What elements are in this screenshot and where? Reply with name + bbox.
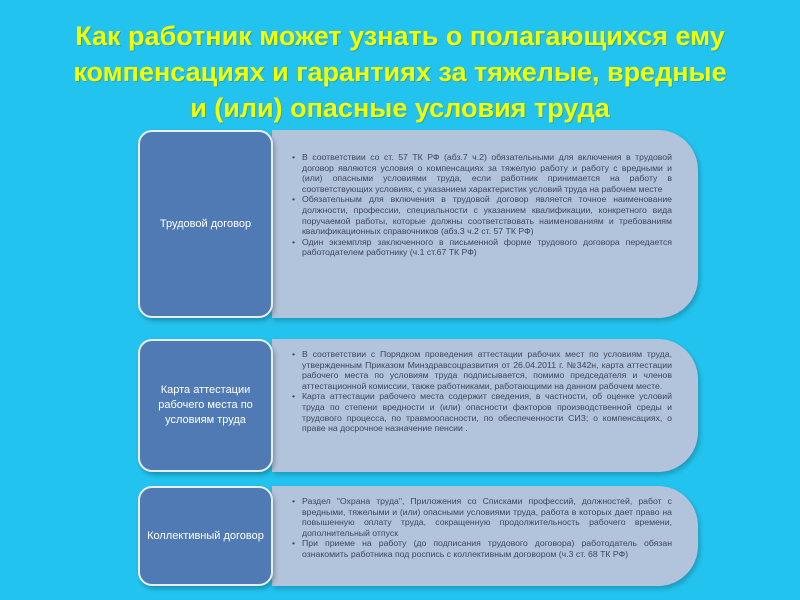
bullet-list xyxy=(290,496,672,560)
title-line: Как работник может узнать о полагающихся ему xyxy=(75,21,725,51)
title-line: компенсациях и гарантиях за тяжелые, вредные xyxy=(73,57,727,87)
list-item: • Обязательным для включения в трудовой договор является точное наименование должности, профессии, специальности с указанием квалификации, конкретного вида поручаемой работы, которые должны соответствовать наименованиям и требованиям квалификационных справочников (абз.3 ч.2 ст. 57 ТК РФ) xyxy=(302,194,672,236)
row-label-text: Карта аттестации рабочего места по условиям труда xyxy=(158,384,253,426)
row-labor-contract xyxy=(138,130,698,318)
list-item: • В соответствии с Порядком проведения аттестации рабочих мест по условиям труда, утвержденным Приказом Минздравсоцразвития от 26.04.2011 г. №342н, карта аттестации рабочего места по условиям труда подписывается, помимо председателя и членов аттестационной комиссии, также работниками, работающими на данном рабочем месте. xyxy=(302,349,672,391)
list-item: • Карта аттестации рабочего места содержит сведения, в частности, об оценке условий труда по степени вредности и (или) опасности факторов производственной среды и трудового процесса, по травмоопасности, по обеспеченности СИЗ; о компенсациях, о праве на досрочное назначение пенсии . xyxy=(302,391,672,433)
row-attestation-card xyxy=(138,339,698,472)
list-item: • В соответствии со ст. 57 ТК РФ (абз.7 ч.2) обязательными для включения в трудовой договор являются условия о компенсациях за тяжелую работу и работу с вредными и (или) опасными условиями труда, если работник принимается на работу в соответствующих условиях, с указанием характеристик условий труда на рабочем месте xyxy=(302,152,672,194)
bullet-list xyxy=(290,152,672,258)
row-content xyxy=(272,339,698,472)
row-label xyxy=(138,130,273,318)
title-line: и (или) опасные условия труда xyxy=(190,93,610,123)
row-label xyxy=(138,339,273,472)
list-item: • Один экземпляр заключенного в письменной форме трудового договора передается работодателем работнику (ч.1 ст.67 ТК РФ) xyxy=(302,237,672,258)
row-label-text: Трудовой договор xyxy=(159,217,252,230)
list-item: • Раздел "Охрана труда", Приложения со Списками профессий, должностей, работ с вредными, тяжелыми и (или) опасными условиями труда, работа в которых дает право на повышенную оплату труда, сокращенную продолжительность рабочего времени, дополнительный отпуск xyxy=(302,496,672,538)
bullet-list xyxy=(290,349,672,434)
row-label-text: Коллективный договор xyxy=(147,529,264,542)
row-content xyxy=(272,130,698,318)
row-label xyxy=(138,486,273,586)
row-content xyxy=(272,486,698,586)
row-collective-agreement xyxy=(138,486,698,586)
list-item: • При приеме на работу (до подписания трудового договора) работодатель обязан ознакомить работника под роспись с коллективным договором (ч.3 ст. 68 ТК РФ) xyxy=(302,538,672,559)
slide-title xyxy=(20,18,780,126)
